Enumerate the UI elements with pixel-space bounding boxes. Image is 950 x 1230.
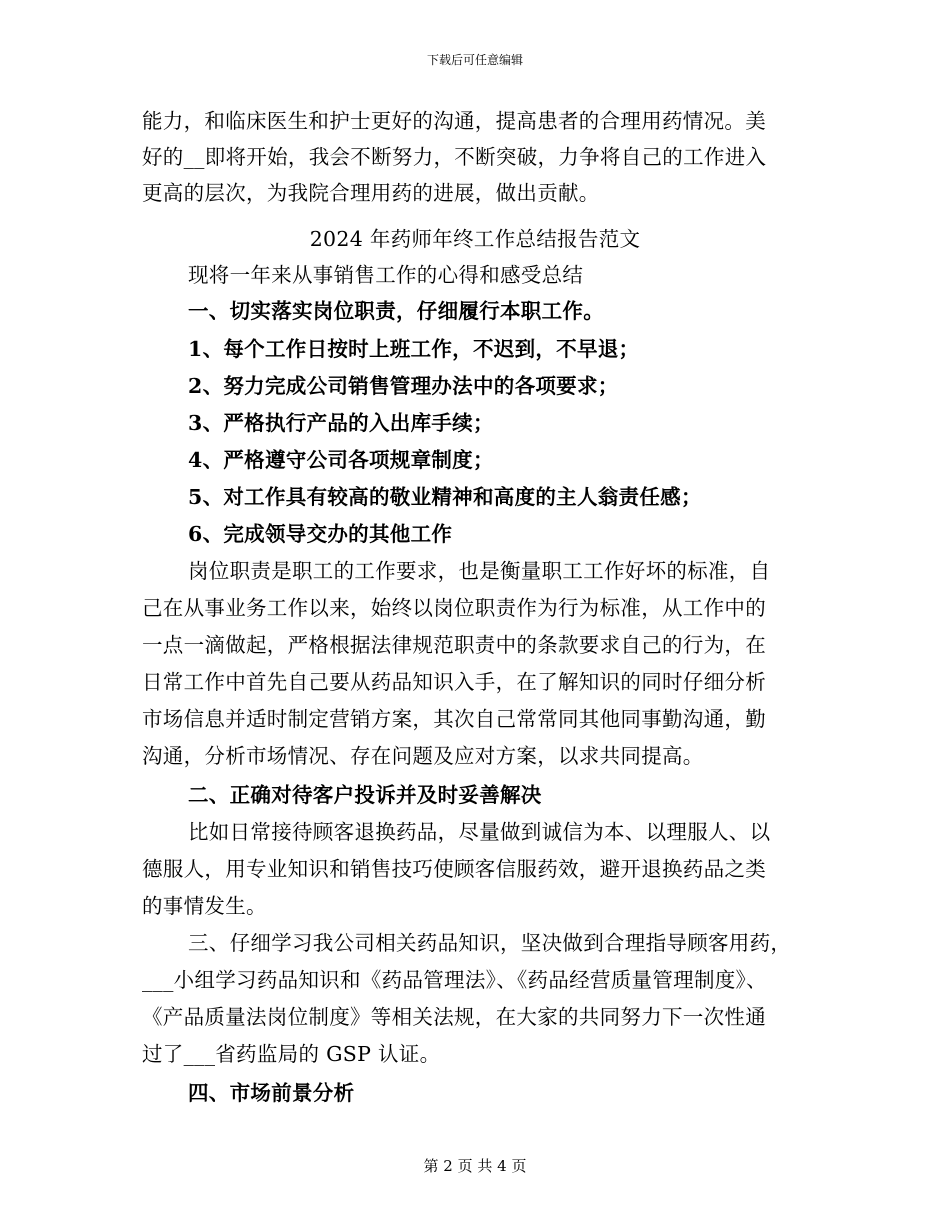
- intro-line-2: 好的__即将开始，我会不断努力，不断突破，力争将自己的工作进入: [142, 145, 767, 169]
- section1-item-6: 6、完成领导交办的其他工作: [188, 522, 453, 546]
- intro-line-1: 能力，和临床医生和护士更好的沟通，提高患者的合理用药情况。美: [142, 109, 766, 133]
- section1-paragraph-line-6: 沟通，分析市场情况、存在问题及应对方案，以求共同提高。: [142, 744, 704, 768]
- section1-paragraph-line-1: 岗位职责是职工的工作要求，也是衡量职工工作好坏的标准，自: [188, 559, 771, 583]
- section2-paragraph-line-1: 比如日常接待顾客退换药品，尽量做到诚信为本、以理服人、以: [188, 820, 771, 844]
- page-footer: 第 2 页 共 4 页: [423, 1157, 527, 1175]
- section1-heading: 一、切实落实岗位职责，仔细履行本职工作。: [188, 299, 604, 323]
- section2-paragraph-line-3: 的事情发生。: [142, 894, 267, 918]
- section1-paragraph-line-5: 市场信息并适时制定营销方案，其次自己常常同其他同事勤沟通，勤: [142, 707, 766, 731]
- section1-paragraph-line-3: 一点一滴做起，严格根据法律规范职责中的条款要求自己的行为，在: [142, 633, 766, 657]
- section3-paragraph-line-4: 过了___省药监局的 GSP 认证。: [142, 1042, 441, 1066]
- section1-item-5: 5、对工作具有较高的敬业精神和高度的主人翁责任感；: [188, 485, 702, 509]
- section2-heading: 二、正确对待客户投诉并及时妥善解决: [188, 783, 542, 807]
- section1-paragraph-line-4: 日常工作中首先自己要从药品知识入手，在了解知识的同时仔细分析: [142, 670, 766, 694]
- section3-paragraph-line-1: 三、仔细学习我公司相关药品知识，坚决做到合理指导顾客用药，: [188, 931, 792, 955]
- section4-heading: 四、市场前景分析: [188, 1081, 355, 1105]
- section1-item-1: 1、每个工作日按时上班工作，不迟到，不早退；: [188, 337, 640, 361]
- section3-paragraph-line-2: ___小组学习药品知识和《药品管理法》、《药品经营质量管理制度》、: [142, 968, 767, 992]
- intro-line-3: 更高的层次，为我院合理用药的进展，做出贡献。: [142, 181, 600, 205]
- section1-item-3: 3、严格执行产品的入出库手续；: [188, 411, 494, 435]
- section1-paragraph-line-2: 己在从事业务工作以来，始终以岗位职责作为行为标准，从工作中的: [142, 596, 766, 620]
- page-header: 下载后可任意编辑: [426, 53, 523, 67]
- section2-paragraph-line-2: 德服人，用专业知识和销售技巧使顾客信服药效，避开退换药品之类: [142, 857, 766, 881]
- document-title: 2024 年药师年终工作总结报告范文: [309, 227, 641, 251]
- section1-item-2: 2、努力完成公司销售管理办法中的各项要求；: [188, 374, 619, 398]
- section3-paragraph-line-3: 《产品质量法岗位制度》等相关法规，在大家的共同努力下一次性通: [142, 1005, 766, 1029]
- section1-item-4: 4、严格遵守公司各项规章制度；: [188, 448, 494, 472]
- subtitle: 现将一年来从事销售工作的心得和感受总结: [188, 263, 584, 287]
